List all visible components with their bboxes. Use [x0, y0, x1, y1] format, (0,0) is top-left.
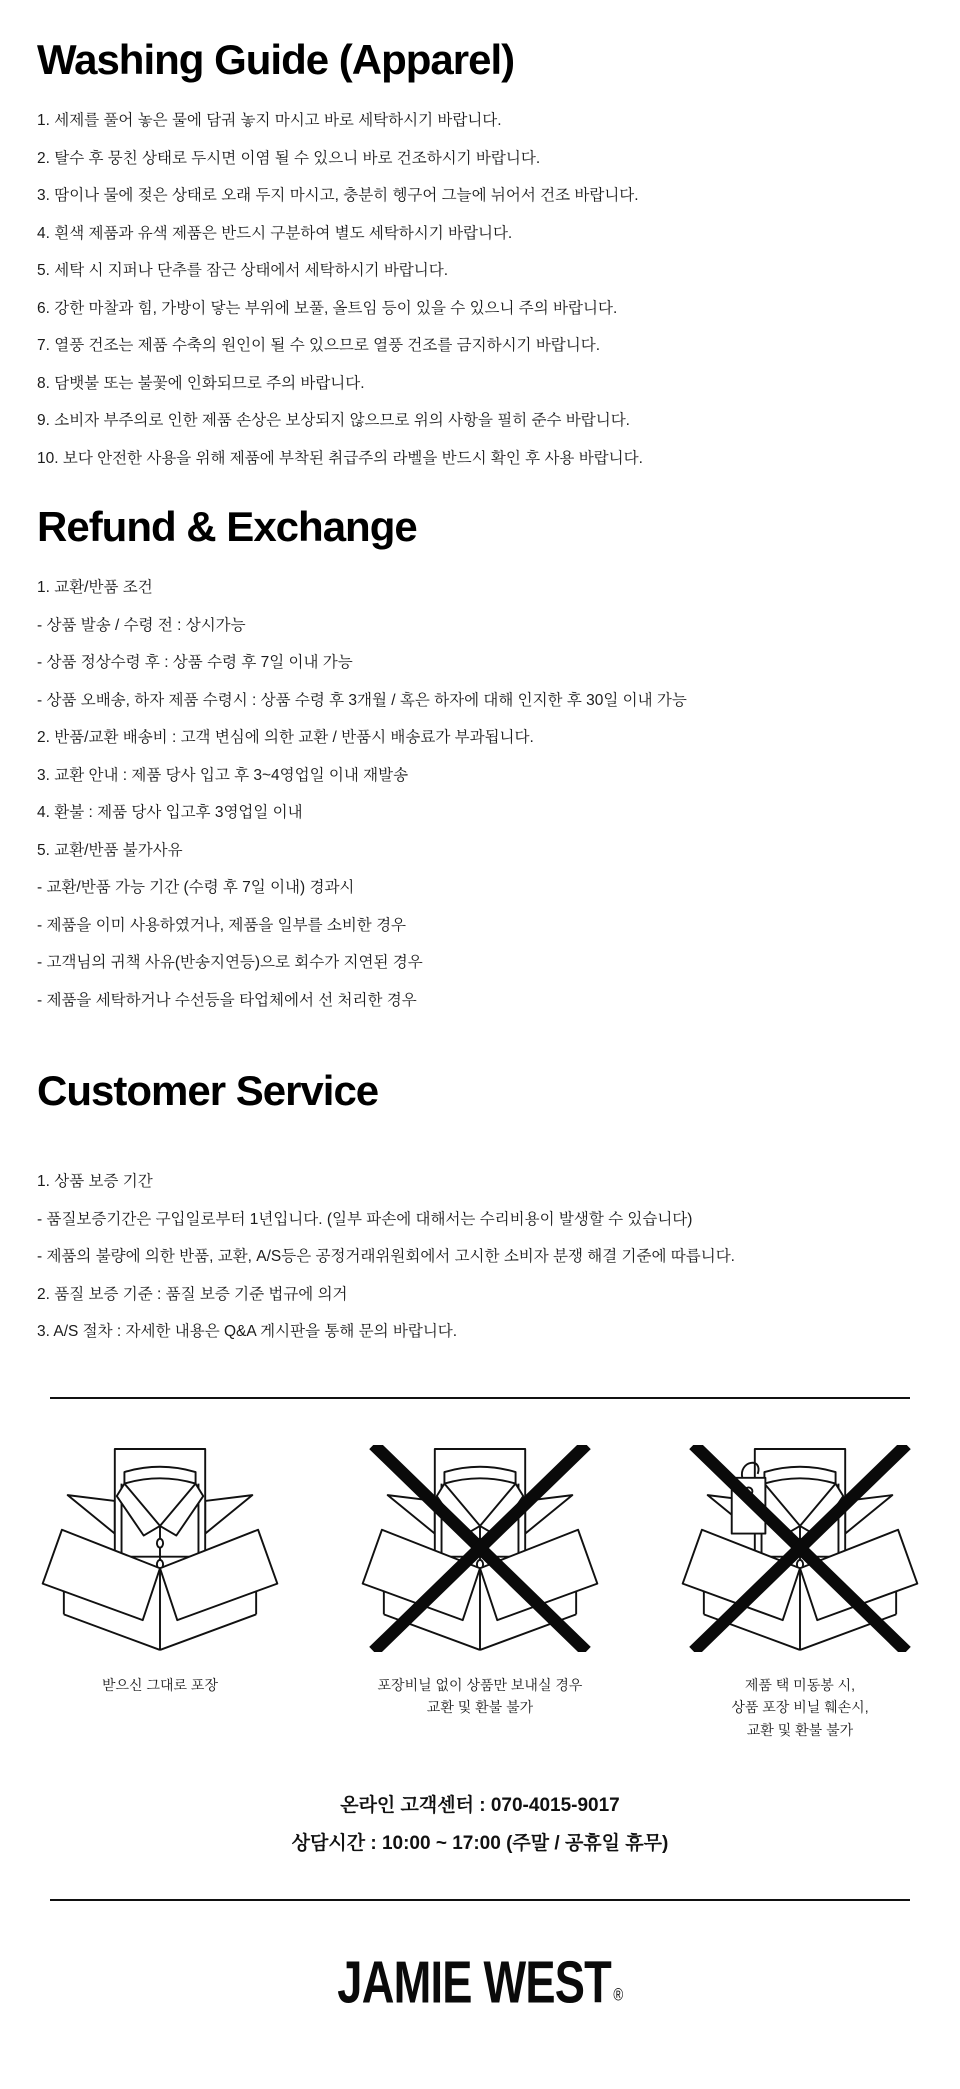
- list-item: 1. 교환/반품 조건: [37, 579, 153, 596]
- section-divider: [50, 1397, 910, 1399]
- refund-exchange-section: [0, 477, 960, 1019]
- list-item: 1. 상품 보증 기간: [37, 1173, 153, 1190]
- caption-line: 교환 및 환불 불가: [426, 1699, 534, 1715]
- refund-exchange-list: [37, 569, 923, 1019]
- list-item: - 상품 발송 / 수령 전 : 상시가능: [37, 616, 246, 634]
- list-item: 10. 보다 안전한 사용을 위해 제품에 부착된 취급주의 라벨을 반드시 확인 후 사용 바랍니다.: [37, 449, 643, 467]
- list-item: 3. 땀이나 물에 젖은 상태로 오래 두지 마시고, 충분히 헹구어 그늘에 뉘어서 건조 바랍니다.: [37, 187, 639, 204]
- customer-service-list: [37, 1163, 923, 1351]
- shirt-with-tag-in-box-crossed-icon: [675, 1445, 925, 1652]
- list-item: 6. 강한 마찰과 힘, 가방이 닿는 부위에 보풀, 올트임 등이 있을 수 있으니 주의 바랍니다.: [37, 299, 618, 317]
- list-item: - 상품 오배송, 하자 제품 수령시 : 상품 수령 후 3개월 / 혹은 하자에 대해 인지한 후 30일 이내 가능: [37, 691, 687, 709]
- list-item: - 품질보증기간은 구입일로부터 1년입니다. (일부 파손에 대해서는 수리비용이 발생할 수 있습니다): [37, 1210, 693, 1228]
- list-item: - 제품을 세탁하거나 수선등을 타업체에서 선 처리한 경우: [37, 991, 417, 1009]
- refund-exchange-title: Refund & Exchange: [37, 503, 417, 550]
- caption-line: 교환 및 환불 불가: [746, 1721, 854, 1738]
- caption-line: 상품 포장 비닐 훼손시,: [731, 1699, 869, 1715]
- brand-logo: JAMIE WEST ®: [337, 1949, 623, 2016]
- shirt-in-box-crossed-icon: [355, 1445, 605, 1652]
- list-item: 5. 세탁 시 지퍼나 단추를 잠근 상태에서 세탁하시기 바랍니다.: [37, 262, 449, 279]
- list-item: 5. 교환/반품 불가사유: [37, 841, 183, 859]
- list-item: 3. 교환 안내 : 제품 당사 입고 후 3~4영업일 이내 재발송: [37, 766, 409, 784]
- washing-guide-section: [0, 0, 960, 477]
- packaging-caption: [731, 1674, 868, 1742]
- list-item: - 교환/반품 가능 기간 (수령 후 7일 이내) 경과시: [37, 879, 355, 896]
- caption-line: 포장비닐 없이 상품만 보내실 경우: [377, 1676, 583, 1693]
- list-item: 9. 소비자 부주의로 인한 제품 손상은 보상되지 않으므로 위의 사항을 필히 준수 바랍니다.: [37, 412, 630, 429]
- list-item: - 제품의 불량에 의한 반품, 교환, A/S등은 공정거래위원회에서 고시한 소비자 분쟁 해결 기준에 따릅니다.: [37, 1248, 735, 1265]
- contact-phone-line: 온라인 고객센터 : 070-4015-9017: [340, 1795, 620, 1816]
- list-item: - 고객님의 귀책 사유(반송지연등)으로 회수가 지연된 경우: [37, 954, 423, 971]
- washing-guide-title: Washing Guide (Apparel): [37, 36, 515, 83]
- packaging-guide-row: [0, 1445, 960, 1742]
- packaging-rule-no-vinyl: [320, 1445, 640, 1742]
- list-item: 1. 세제를 풀어 놓은 물에 담궈 놓지 마시고 바로 세탁하시기 바랍니다.: [37, 112, 502, 129]
- customer-service-section: [0, 1019, 960, 1351]
- list-item: 7. 열풍 건조는 제품 수축의 원인이 될 수 있으므로 열풍 건조를 금지하시기 바랍니다.: [37, 337, 601, 354]
- registered-trademark-icon: ®: [613, 1985, 623, 2005]
- packaging-rule-no-tag: [640, 1445, 960, 1742]
- list-item: 2. 품질 보증 기준 : 품질 보증 기준 법규에 의거: [37, 1285, 348, 1303]
- list-item: 3. A/S 절차 : 자세한 내용은 Q&A 게시판을 통해 문의 바랍니다.: [37, 1323, 458, 1340]
- brand-footer: [0, 1949, 960, 2016]
- list-item: 2. 탈수 후 뭉친 상태로 두시면 이염 될 수 있으니 바로 건조하시기 바랍니다.: [37, 149, 541, 167]
- list-item: 4. 환불 : 제품 당사 입고후 3영업일 이내: [37, 804, 303, 821]
- list-item: - 제품을 이미 사용하였거나, 제품을 일부를 소비한 경우: [37, 916, 407, 934]
- shirt-in-box-icon: [35, 1445, 285, 1652]
- packaging-caption: [102, 1674, 218, 1697]
- packaging-caption: [378, 1674, 583, 1719]
- caption-line: 제품 택 미동봉 시,: [744, 1676, 856, 1693]
- list-item: 2. 반품/교환 배송비 : 고객 변심에 의한 교환 / 반품시 배송료가 부과됩니다.: [37, 729, 534, 746]
- washing-guide-list: [37, 102, 923, 477]
- contact-hours-line: 상담시간 : 10:00 ~ 17:00 (주말 / 공휴일 휴무): [291, 1833, 669, 1854]
- customer-service-title: Customer Service: [37, 1067, 379, 1114]
- list-item: - 상품 정상수령 후 : 상품 수령 후 7일 이내 가능: [37, 654, 353, 671]
- footer-divider: [50, 1899, 910, 1901]
- list-item: 4. 흰색 제품과 유색 제품은 반드시 구분하여 별도 세탁하시기 바랍니다.: [37, 224, 513, 242]
- caption-line: 받으신 그대로 포장: [102, 1676, 218, 1693]
- list-item: 8. 담뱃불 또는 불꽃에 인화되므로 주의 바랍니다.: [37, 374, 365, 392]
- contact-info: [0, 1787, 960, 1863]
- packaging-rule-allowed: [0, 1445, 320, 1742]
